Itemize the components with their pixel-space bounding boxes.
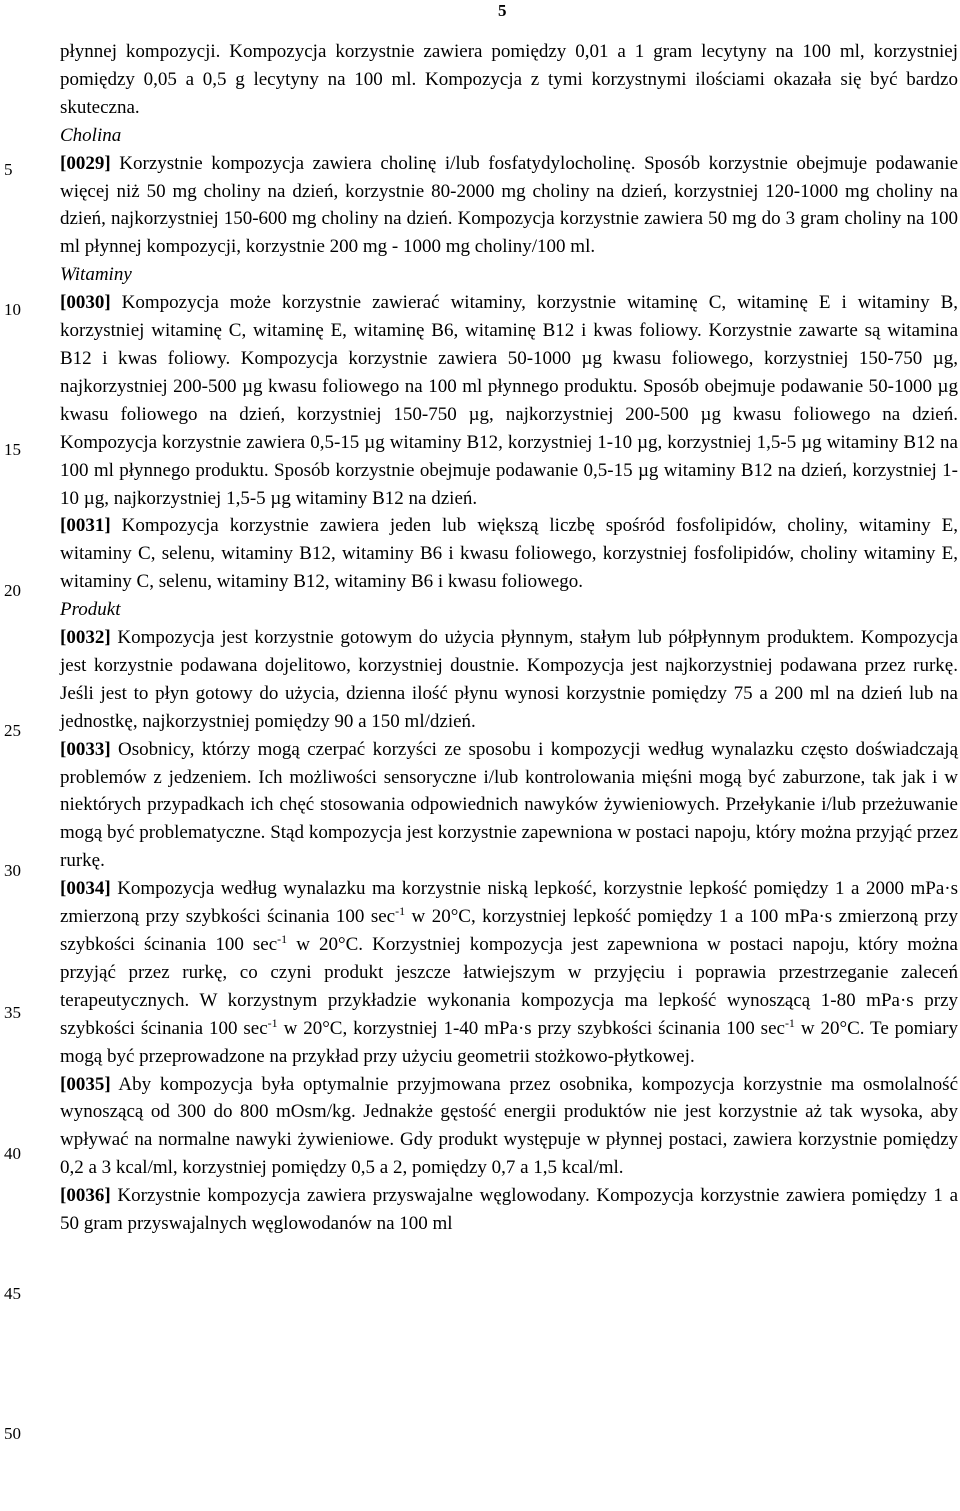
paragraph-0035	[60, 1071, 958, 1183]
paragraph-id: [0033]	[60, 738, 111, 760]
line-number: 20	[4, 581, 21, 600]
section-heading-produkt: Produkt	[60, 599, 121, 621]
paragraph-text: Korzystnie kompozycja zawiera przyswajalne węglowodany. Kompozycja korzystnie zawiera pomiędzy 1 a 50 gram przyswajalnych węglowodanów na 100 ml	[60, 1185, 959, 1235]
line-number: 5	[4, 160, 13, 179]
paragraph-text: Korzystnie kompozycja zawiera cholinę i/lub fosfatydylocholinę. Sposób korzystnie obejmuje podawanie więcej niż 50 mg choliny na dzień, korzystnie 80-2000 mg choliny na dzień, korzystniej 120-1000 mg choliny na dzień, najkorzystniej 150-600 mg choliny na dzień. Kompozycja korzystnie zawiera 50 mg do 3 gram choliny na 100 ml płynnej kompozycji, korzystnie 200 mg - 1000 mg choliny/100 ml.	[60, 152, 959, 258]
paragraph-text: Kompozycja korzystnie zawiera jeden lub większą liczbę spośród fosfolipidów, choliny, witaminy E, witaminy C, selenu, witaminy B12, witaminy B6 i kwasu foliowego, korzystniej fosfolipidów, choliny witaminy E, witaminy C, selenu, witaminy B12, witaminy B6 i kwasu foliowego.	[60, 515, 958, 593]
paragraph-0030	[60, 289, 958, 512]
line-number: 30	[4, 861, 21, 880]
line-number-margin	[0, 0, 40, 1511]
line-number: 35	[4, 1003, 21, 1022]
superscript: -1	[277, 932, 288, 946]
line-number: 50	[4, 1424, 21, 1443]
paragraph-0029	[60, 150, 958, 262]
paragraph-text: Kompozycja według wynalazku ma korzystnie niską lepkość, korzystnie lepkość pomiędzy 1 a 2000 mPa·s zmierzoną przy szybkości ścinania 100 sec	[60, 878, 959, 928]
paragraph-0036	[60, 1182, 958, 1238]
paragraph-0031	[60, 512, 958, 596]
paragraph-id: [0035]	[60, 1073, 111, 1095]
paragraph-text: Aby kompozycja była optymalnie przyjmowana przez osobnika, kompozycja korzystnie ma osmolalność wynoszącą od 300 do 800 mOsm/kg. Jednakże gęstość energii produktów nie jest korzystnie aż tak wysoka, aby wpływać na normalne nawyki żywieniowe. Gdy produkt występuje w płynnej postaci, zawiera korzystnie pomiędzy 0,2 a 3 kcal/ml, korzystniej pomiędzy 0,5 a 2, pomiędzy 0,7 a 1,5 kcal/ml.	[60, 1073, 958, 1179]
paragraph-text: w 20°C. Te pomiary mogą być przeprowadzone na przykład przy użyciu geometrii stożkowo-płytkowej.	[60, 1017, 958, 1067]
paragraph-id: [0036]	[60, 1185, 111, 1207]
line-number: 10	[4, 300, 21, 319]
section-heading-cholina: Cholina	[60, 124, 122, 146]
superscript: -1	[267, 1015, 278, 1030]
paragraph-text: Kompozycja może korzystnie zawierać witaminy, korzystnie witaminę C, witaminę E i witaminy B, korzystniej witaminę C, witaminę E, witaminę B6, witaminę B12 i kwas foliowy. Korzystnie zawarte są witamina B12 i kwas foliowy. Kompozycja korzystnie zawiera 50-1000 µg kwasu foliowego, korzystniej 150-750 µg, najkorzystniej 200-500 µg kwasu foliowego na 100 ml płynnego produktu. Sposób obejmuje podawanie 50-1000 µg kwasu foliowego na dzień, korzystniej 150-750 µg, najkorzystniej 200-500 µg kwasu foliowego na dzień. Kompozycja korzystnie zawiera 0,5-15 µg witaminy B12, korzystniej 1-10 µg, korzystniej 1,5-5 µg witaminy B12 na 100 ml płynnego produktu. Sposób korzystnie obejmuje podawanie 0,5-15 µg witaminy B12 na dzień, korzystniej 1-10 µg, najkorzystniej 1,5-5 µg witaminy B12 na dzień.	[60, 292, 958, 509]
paragraph-0032	[60, 624, 958, 736]
paragraph-id: [0030]	[60, 292, 111, 314]
superscript: -1	[395, 904, 406, 919]
line-number: 40	[4, 1144, 21, 1163]
paragraph-id: [0034]	[60, 878, 111, 900]
paragraph-text: w 20°C, korzystniej 1-40 mPa·s przy szybkości ścinania 100 sec	[277, 1017, 785, 1039]
superscript: -1	[784, 1015, 795, 1030]
paragraph-text: w 20°C, korzystniej lepkość pomiędzy 1 a 100 mPa·s zmierzoną przy szybkości ścinania 100 sec	[60, 906, 958, 955]
line-number: 15	[4, 440, 21, 459]
line-number: 25	[4, 721, 21, 740]
paragraph-0034	[60, 875, 958, 1070]
page-number: 5	[498, 1, 507, 20]
intro-paragraph: płynnej kompozycji. Kompozycja korzystnie zawiera pomiędzy 0,01 a 1 gram lecytyny na 100 ml, korzystniej pomiędzy 0,05 a 0,5 g lecytyny na 100 ml. Kompozycja z tymi korzystnymi ilościami okazała się być bardzo skuteczna.	[60, 41, 958, 118]
paragraph-text: Kompozycja jest korzystnie gotowym do użycia płynnym, stałym lub półpłynnym produktem. Kompozycja jest korzystnie podawana dojelitowo, korzystniej doustnie. Kompozycja jest najkorzystniej podawana przez rurkę. Jeśli jest to płyn gotowy do użycia, dzienna ilość płynu wynosi korzystnie pomiędzy 75 a 200 ml na dzień lub na jednostkę, najkorzystniej pomiędzy 90 a 150 ml/dzień.	[60, 627, 958, 732]
document-body	[60, 38, 958, 1238]
line-number: 45	[4, 1284, 21, 1303]
paragraph-text: Osobnicy, którzy mogą czerpać korzyści ze sposobu i kompozycji według wynalazku często doświadczają problemów z jedzeniem. Ich możliwości sensoryczne i/lub kontrolowania mięśni mogą być zaburzone, tak jak i w niektórych przypadkach ich chęć stosowania odpowiednich nawyków żywieniowych. Przełykanie i/lub przeżuwanie mogą być problematyczne. Stąd kompozycja jest korzystnie zapewniona w postaci napoju, który można przyjąć przez rurkę.	[60, 738, 959, 872]
paragraph-0033	[60, 736, 958, 876]
section-heading-witaminy: Witaminy	[60, 264, 132, 286]
paragraph-text: w 20°C. Korzystniej kompozycja jest zapewniona w postaci napoju, który można przyjąć przez rurkę, co czyni produkt jeszcze łatwiejszym w przyjęciu i poprawia przestrzeganie zaleceń terapeutycznych. W korzystnym przykładzie wykonania kompozycja ma lepkość wynoszącą 1-80 mPa·s przy szybkości ścinania 100 sec	[60, 934, 958, 1039]
paragraph-id: [0029]	[60, 152, 111, 174]
paragraph-id: [0032]	[60, 627, 111, 649]
paragraph-id: [0031]	[60, 515, 111, 537]
